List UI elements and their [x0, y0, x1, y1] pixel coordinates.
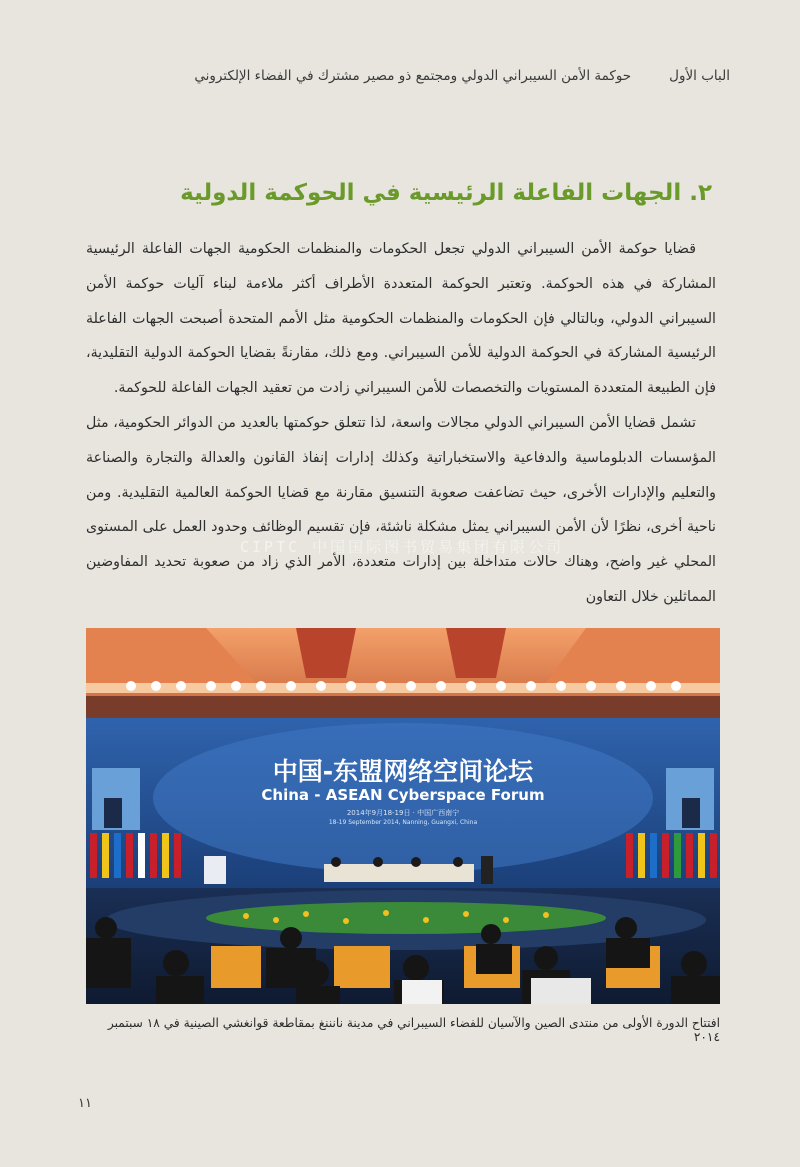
- banner-date-en: 18-19 September 2014, Nanning, Guangxi, China: [328, 819, 478, 826]
- watermark: CIPTC 中国国际图书贸易集团有限公司: [240, 538, 565, 556]
- banner-date: 2014年9月18-19日 · 中国广西南宁: [346, 809, 460, 817]
- body-text: [86, 232, 716, 615]
- page-number: ١١: [78, 1096, 92, 1111]
- banner-chinese: 中国-东盟网络空间论坛: [272, 757, 534, 786]
- forum-photo: [86, 628, 720, 1004]
- banner-english: China - ASEAN Cyberspace Forum: [261, 786, 545, 804]
- section-title: ٢. الجهات الفاعلة الرئيسية في الحوكمة الدولية: [180, 180, 712, 206]
- paragraph: تشمل قضايا الأمن السيبراني الدولي مجالات واسعة، لذا تتعلق حوكمتها بالعديد من الدوائر الحكومية، مثل المؤسسات الدبلوماسية والدفاعية والاستخباراتية وكذلك إدارات إنفاذ القانون والعدالة والتجارة والصناعة والتعليم والإدارات الأخرى، حيث تضاعفت صعوبة التنسيق مقارنة مع قضايا الحوكمة العالمية التقليدية. ومن ناحية أخرى، نظرًا لأن الأمن السيبراني يمثل مشكلة ناشئة، فإن تقسيم الوظائف وحدود العمل على المستوى المحلي غير واضح، وهناك حالات متداخلة بين إدارات متعددة، الأمر الذي زاد من صعوبة تحديد المفاوضين المماثلين خلال التعاون: [86, 414, 716, 605]
- book-title: حوكمة الأمن السيبراني الدولي ومجتمع ذو مصير مشترك في الفضاء الإلكتروني: [194, 68, 632, 84]
- running-header: [70, 68, 730, 84]
- paragraph: قضايا حوكمة الأمن السيبراني الدولي تجعل الحكومات والمنظمات الحكومية الجهات الفاعلة الرئيسية المشاركة في هذه الحوكمة. وتعتبر الحوكمة المتعددة الأطراف أكثر ملاءمة لبناء آليات حوكمة الأمن السيبراني الدولي، وبالتالي فإن الحكومات والمنظمات الحكومية مثل الأمم المتحدة أصبحت الجهات الفاعلة الرئيسية المشاركة في الحوكمة الدولية للأمن السيبراني. ومع ذلك، مقارنةً بقضايا الحوكمة الدولية التقليدية، فإن الطبيعة المتعددة المستويات والتخصصات للأمن السيبراني زادت من تعقيد الجهات الفاعلة للحوكمة.: [86, 241, 716, 397]
- chapter-label: الباب الأول: [669, 68, 730, 84]
- photo-caption: افتتاح الدورة الأولى من منتدى الصين والآسيان للفضاء السيبراني في مدينة نانننغ بمقاطعة قوانغشي الصينية في ١٨ سبتمبر ٢٠١٤: [107, 1016, 720, 1044]
- stage-sofas: [324, 864, 474, 882]
- podium: [204, 856, 226, 884]
